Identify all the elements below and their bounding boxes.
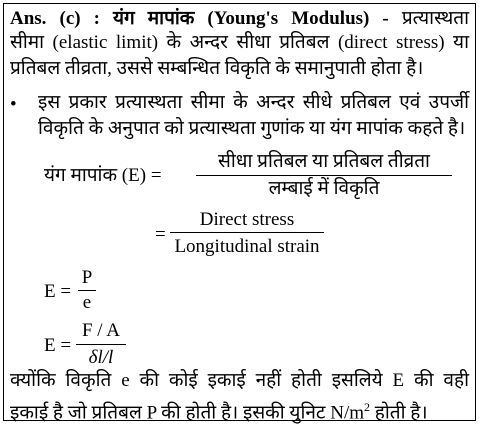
answer-heading: Ans. (c) : यंग मापांक (Young's Modulus) - [10, 8, 389, 29]
formula-4-fraction-bar [76, 344, 126, 345]
formula-1-fraction-bar [196, 175, 452, 176]
paragraph-line-2: सीमा (elastic limit) के अन्दर सीधा प्रतिबल (direct stress) या [10, 32, 469, 53]
paragraph-1-line-1-rest: प्रत्यास्थता [401, 8, 469, 29]
answer-box [3, 3, 476, 424]
formula-2-numerator: Direct stress [199, 209, 295, 230]
bullet-line-1: इस प्रकार प्रत्यास्थता सीमा के अन्दर सीधे प्रतिबल एवं उपर्जी [38, 92, 469, 113]
closing-line-2 [10, 396, 469, 424]
formula-4-lhs: E = [44, 335, 72, 356]
paragraph-line-1 [10, 8, 469, 30]
closing-superscript: 2 [364, 400, 371, 414]
bullet-icon: • [10, 94, 17, 115]
formula-1-lhs: यंग मापांक (E) = [44, 165, 162, 186]
formula-2-fraction-bar [170, 232, 324, 233]
bullet-line-2: विकृति के अनुपात को प्रत्यास्थता गुणांक या यंग मापांक कहते है। [38, 118, 466, 139]
formula-3-numerator: P [81, 267, 93, 288]
closing-line-2-end: होती है। [370, 402, 428, 424]
formula-3-fraction-bar [78, 290, 96, 291]
formula-2-denominator: Longitudinal strain [174, 236, 320, 257]
formula-3-lhs: E = [44, 281, 72, 302]
formula-4-numerator: F / A [81, 320, 121, 341]
formula-3-denominator: e [82, 292, 92, 313]
formula-1-numerator: सीधा प्रतिबल या प्रतिबल तीव्रता [218, 151, 430, 172]
formula-4-denominator: δl/l [88, 347, 114, 368]
paragraph-line-3: प्रतिबल तीव्रता, उससे सम्बन्धित विकृति के समानुपाती होता है। [10, 58, 424, 79]
closing-line-2-text: इकाई है जो प्रतिबल P की होती है। इसकी युनिट N/m [10, 402, 365, 424]
formula-2-lhs: = [155, 224, 166, 245]
closing-line-1: क्योंकि विकृति e की कोई इकाई नहीं होती इसलिये E की वही [10, 370, 469, 391]
formula-1-denominator: लम्बाई में विकृति [268, 178, 380, 199]
